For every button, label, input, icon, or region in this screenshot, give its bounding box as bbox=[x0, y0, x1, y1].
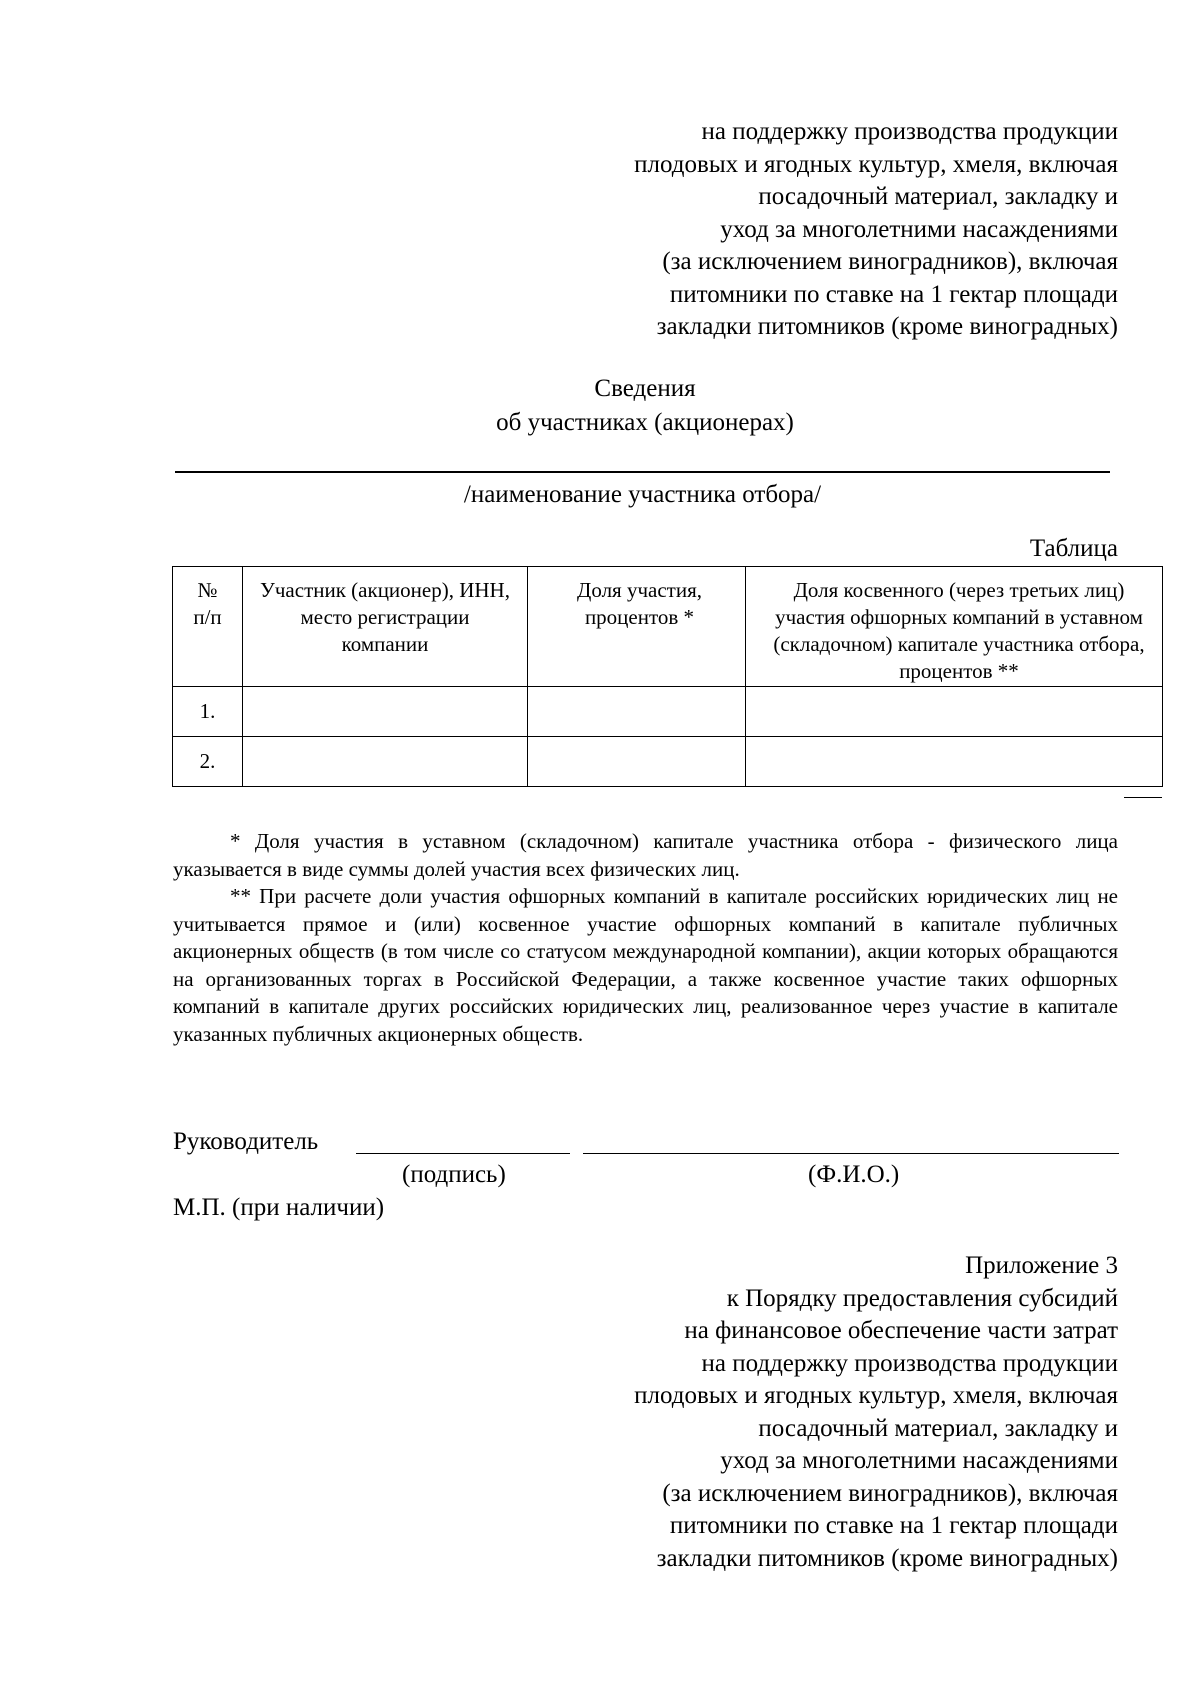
footnote-2: ** При расчете доли участия офшорных компаний в капитале российских юридических лиц не учитывается прямое и (или) косвенное участие офшорных компаний в капитале публичных акционерных обществ (в том числе со статусом международной компании), акции которых обращаются на организованных торгах в Российской Федерации, а также косвенное участие таких офшорных компаний в капитале других российских юридических лиц, реализованное через участие в капитале указанных публичных акционерных обществ. bbox=[173, 884, 1118, 1046]
header-line: плодовых и ягодных культур, хмеля, включая bbox=[634, 150, 1118, 178]
header-line: закладки питомников (кроме виноградных) bbox=[656, 313, 1118, 340]
participant-cell[interactable] bbox=[243, 737, 528, 787]
row-number: 1. bbox=[173, 687, 243, 737]
appendix-line: (за исключением виноградников), включая bbox=[662, 1479, 1118, 1507]
participant-name-line bbox=[175, 471, 1110, 473]
appendix-line: на финансовое обеспечение части затрат bbox=[684, 1317, 1118, 1344]
header-line: посадочный материал, закладку и bbox=[758, 183, 1118, 210]
table-tail-line bbox=[1124, 797, 1162, 798]
appendix-line: Приложение 3 bbox=[965, 1252, 1118, 1279]
stamp-label: М.П. (при наличии) bbox=[173, 1194, 385, 1221]
appendix-header bbox=[634, 1250, 1118, 1575]
appendix-line: закладки питомников (кроме виноградных) bbox=[656, 1544, 1118, 1572]
column-header-offshore-share: Доля косвенного (через третьих лиц) участия офшорных компаний в уставном (складочном) капитале участника отбора, процентов ** bbox=[746, 567, 1163, 687]
table-row bbox=[173, 737, 1163, 787]
row-number: 2. bbox=[173, 737, 243, 787]
column-header-participant: Участник (акционер), ИНН, место регистрации компании bbox=[243, 567, 528, 687]
column-header-number: № п/п bbox=[173, 567, 243, 687]
table-header-row bbox=[173, 567, 1163, 687]
header-line: на поддержку производства продукции bbox=[701, 118, 1118, 145]
appendix-line: посадочный материал, закладку и bbox=[758, 1414, 1118, 1442]
signature-line[interactable] bbox=[356, 1153, 570, 1154]
signature-caption: (подпись) bbox=[402, 1161, 506, 1188]
head-label: Руководитель bbox=[173, 1128, 319, 1155]
header-continuation bbox=[634, 116, 1118, 344]
document-title: Сведения bbox=[594, 375, 696, 402]
appendix-line: к Порядку предоставления субсидий bbox=[726, 1284, 1118, 1312]
document-subtitle: об участниках (акционерах) bbox=[496, 409, 794, 436]
name-caption: (Ф.И.О.) bbox=[808, 1161, 900, 1188]
share-cell[interactable] bbox=[528, 687, 746, 737]
name-line[interactable] bbox=[583, 1153, 1119, 1154]
participant-name-caption: /наименование участника отбора/ bbox=[463, 481, 822, 508]
footnotes bbox=[173, 828, 1118, 1048]
offshore-share-cell[interactable] bbox=[746, 737, 1163, 787]
table-label: Таблица bbox=[1029, 535, 1118, 562]
header-line: уход за многолетними насаждениями bbox=[720, 215, 1118, 243]
participant-cell[interactable] bbox=[243, 687, 528, 737]
footnote-1: * Доля участия в уставном (складочном) капитале участника отбора - физического лица указывается в виде суммы долей участия всех физических лиц. bbox=[173, 829, 1118, 881]
table-row bbox=[173, 687, 1163, 737]
column-header-share: Доля участия, процентов * bbox=[528, 567, 746, 687]
header-line: (за исключением виноградников), включая bbox=[662, 248, 1118, 275]
appendix-line: плодовых и ягодных культур, хмеля, включая bbox=[634, 1382, 1118, 1409]
header-line: питомники по ставке на 1 гектар площади bbox=[669, 280, 1118, 308]
appendix-line: питомники по ставке на 1 гектар площади bbox=[669, 1512, 1118, 1539]
share-cell[interactable] bbox=[528, 737, 746, 787]
participants-table bbox=[172, 566, 1163, 787]
offshore-share-cell[interactable] bbox=[746, 687, 1163, 737]
appendix-line: на поддержку производства продукции bbox=[701, 1349, 1118, 1377]
appendix-line: уход за многолетними насаждениями bbox=[720, 1447, 1118, 1474]
